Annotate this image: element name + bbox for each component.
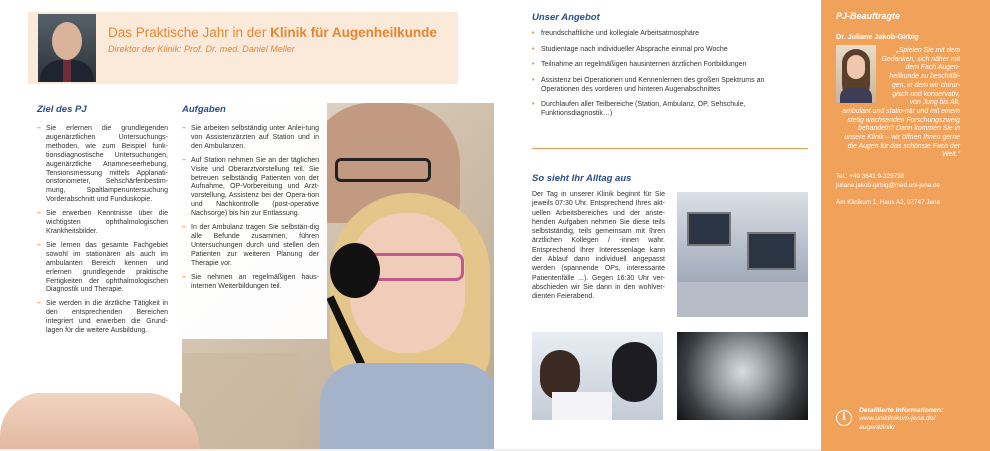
pj-phone: Tel.: +49 3641 9-329738 — [836, 173, 905, 180]
list-item: • freundschaftliche und kollegiale Arbeitsatmosphäre — [532, 29, 778, 38]
info-label: Detaillierte Informationen: — [859, 407, 944, 414]
aufgaben-list — [182, 125, 319, 296]
clinic-room-photo — [677, 192, 808, 317]
eye-exam-photo — [532, 332, 663, 420]
fundus-image — [677, 332, 808, 420]
list-item: – Sie werden in die ärztliche Tätigkeit in den entsprechenden Bereichen integriert und erwerben die Grund-lagen für die weitere Ausbildung. — [37, 300, 168, 336]
alltag-title: So sieht Ihr Alltag aus — [532, 173, 632, 184]
aufgaben-section — [180, 99, 327, 339]
director-portrait — [38, 14, 96, 82]
list-item: – Auf Station nehmen Sie an der täglichen Visite und Oberarztvorstellung teil. Sie betreuen selbständig Patienten von der Aufnahme, OP-Vorbereitung und Arzt-vorstellung, Assistenz bei der Opera-tion und Nachkontrolle (post-operative Nachsorge) bis hin zur Entlassung. — [182, 157, 319, 219]
pj-quote: „Spielen Sie mit dem Gedanken, sich näher mit dem Fach Augen-heilkunde zu beschäfti-gen, in dem wir chirur-gisch und konservativ, von Jung bis Alt, ambulant und statio-när und mit einem stetig wachsenden Forschungszweig behandeln? Dann kommen Sie in unsere Klinik – wir öffnen Ihnen gerne die Augen für das schönste Fach der Welt.“ — [842, 47, 960, 159]
ziel-list — [37, 125, 168, 341]
pj-title: PJ-Beauftragte — [836, 11, 901, 21]
list-item: – In der Ambulanz tragen Sie selbstän-dig alle Befunde zusammen, führen Untersuchungen durch und stellen den Patienten zur weiteren Planung der Therapie vor. — [182, 224, 319, 269]
pj-contact — [836, 172, 976, 190]
info-icon: i — [836, 410, 852, 426]
pj-address: Am Klinikum 1, Haus A2, 07747 Jena — [836, 199, 940, 206]
ziel-section — [0, 99, 182, 393]
ziel-title: Ziel des PJ — [37, 104, 87, 115]
list-item: – Sie erlernen die grundlegenden augenärztlichen Untersuchungs-methoden, wie zum Beispiel funk-tionsdiagnostische Untersuchungen, augenärztliche Anamneseerhebung, Tensionsmessung mittels Applanati-onstonometer, Sehschärfenbestim-mung, Spaltlampenuntersuchung Vorderabschnitt und Funduskopie. — [37, 125, 168, 205]
pj-quote-box — [836, 47, 960, 160]
page-title: Das Praktische Jahr in der Klinik für Augenheilkunde — [108, 25, 437, 40]
pj-email[interactable]: juliane.jakob-girbig@med.uni-jena.de — [836, 182, 941, 189]
list-item: – Sie nehmen an regelmäßigen haus-internen Weiterbildungen teil. — [182, 274, 319, 292]
list-item: – Sie erwerben Kenntnisse über die wichtigsten ophthalmologischen Krankheitsbilder. — [37, 210, 168, 237]
list-item: • Teilnahme an regelmäßigen hausinternen ärztlichen Fortbildungen — [532, 60, 778, 69]
angebot-list — [532, 29, 778, 125]
hand-photo-detail — [0, 392, 200, 451]
list-item: • Assistenz bei Operationen und Kennenlernen des großen Spektrums an Operationen des vorderen und hinteren Augenabschnittes — [532, 76, 778, 94]
list-item: – Sie arbeiten selbständig unter Anlei-tung von Assistenzärzten auf Station und in den Ambulanzen. — [182, 125, 319, 152]
angebot-title: Unser Angebot — [532, 12, 600, 23]
info-url-line1[interactable]: www.uniklinikum-jena.de/ — [859, 415, 936, 423]
aufgaben-title: Aufgaben — [182, 104, 226, 115]
pj-name: Dr. Juliane Jakob-Girbig — [836, 32, 919, 41]
list-item: • Studientage nach individueller Absprache einmal pro Woche — [532, 45, 778, 54]
list-item: – Sie lernen das gesamte Fachgebiet sowohl im stationären als auch im ambulanten Bereich kennen und erlernen grundlegende praktische Fertigkeiten der ophthalmologischen Diagnostik und Therapie. — [37, 242, 168, 295]
section-divider — [532, 148, 808, 149]
list-item: • Durchlaufen aller Teilbereiche (Station, Ambulanz, OP, Sehschule, Funktionsdiagnostik…) — [532, 100, 778, 118]
info-url-line2[interactable]: augenklinik/ — [859, 423, 895, 431]
alltag-text: Der Tag in unserer Klinik beginnt für Sie jeweils 07:30 Uhr. Entsprechend Ihres akt-uellen Arbeitsbereiches und der anste-henden Aufgaben nehmen Sie diese teils selbstständig, teils gemeinsam mit Ihren ärztlichen Kollegen / -innen wahr. Entsprechend Ihrer Interessenlage kann der Ablauf dann individuell angepasst werden (spannende OPs, interessante Patientenfälle ...). Gegen 16:30 Uhr ver-abschieden wir Sie dann in den wohlver-dienten Feierabend. — [532, 191, 665, 301]
info-links — [859, 407, 984, 432]
director-subtitle: Direktor der Klinik: Prof. Dr. med. Daniel Meller — [108, 44, 295, 54]
